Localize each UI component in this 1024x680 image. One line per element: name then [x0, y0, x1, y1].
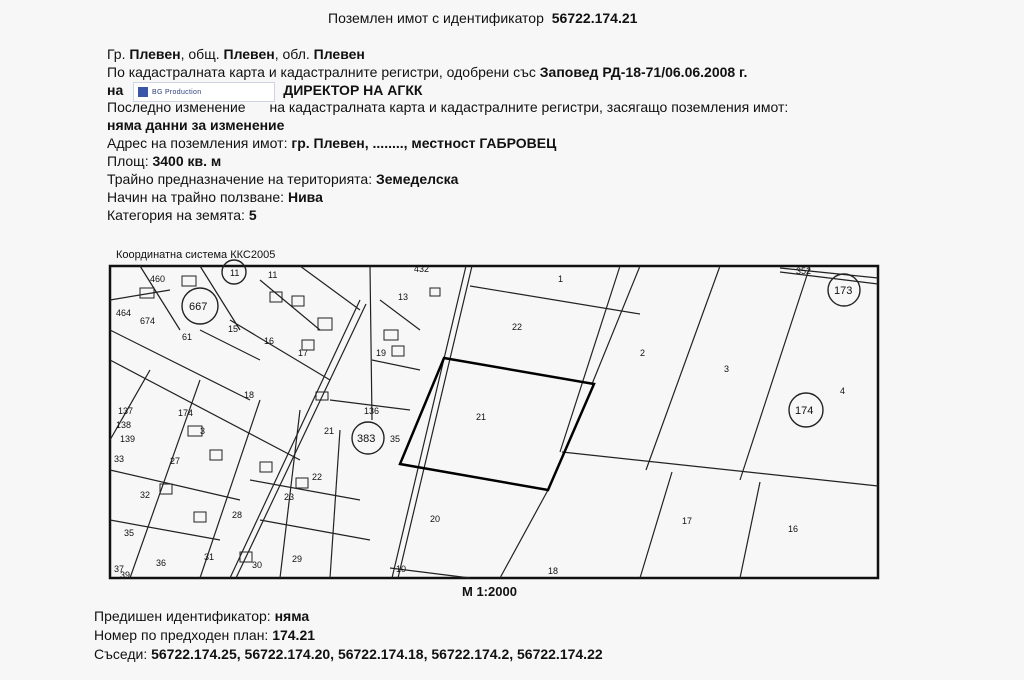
parcel-label-674: 674: [140, 316, 156, 326]
parcel-label-15: 15: [228, 324, 239, 334]
parcel-label-33: 33: [114, 454, 125, 464]
parcel-label-139: 139: [120, 434, 136, 444]
parcel-label-11: 11: [268, 270, 278, 280]
parcel-label-22-left: 22: [312, 472, 323, 482]
category-line: Категория на земята: 5: [107, 207, 257, 223]
parcel-label-13: 13: [398, 292, 409, 302]
previous-plan-number-line: Номер по предходен план: 174.21: [94, 627, 316, 643]
parcel-label-460: 460: [150, 274, 166, 284]
buildings: [140, 276, 440, 562]
parcel-label-18-left: 18: [244, 390, 255, 400]
watermark-text: BG Production: [152, 88, 202, 96]
circle-label-174: 174: [795, 405, 814, 417]
parcel-label-16: 16: [788, 524, 799, 534]
parcel-label-138: 138: [116, 420, 132, 430]
parcel-boundaries: [110, 266, 878, 578]
parcel-label-30: 30: [252, 560, 263, 570]
parcel-label-11-circle: 11: [230, 268, 240, 278]
parcel-label-10: 10: [396, 564, 407, 574]
parcel-label-23: 23: [284, 492, 295, 502]
parcel-label-20: 20: [430, 514, 441, 524]
parcel-label-36: 36: [156, 558, 167, 568]
address-line: Адрес на поземления имот: гр. Плевен, ........, местност ГАБРОВЕЦ: [107, 135, 557, 151]
parcel-label-2: 2: [640, 348, 646, 358]
parcel-label-174-left: 174: [178, 408, 194, 418]
last-change-line: Последно изменение на кадастралната карта и кадастралните регистри, засягащо поземления имот:: [107, 99, 789, 115]
usage-line: Начин на трайно ползване: Нива: [107, 189, 323, 205]
approval-line: По кадастралната карта и кадастралните регистри, одобрени със Заповед РД-18-71/06.06.2008 г.: [107, 64, 748, 80]
parcel-label-35: 35: [124, 528, 135, 538]
circle-label-383: 383: [357, 433, 376, 445]
parcel-label-21-left: 21: [324, 426, 335, 436]
map-frame: [110, 266, 878, 578]
map-scale: М 1:2000: [462, 584, 517, 599]
neighbours-line: Съседи: 56722.174.25, 56722.174.20, 56722.174.18, 56722.174.2, 56722.174.22: [94, 646, 603, 662]
parcel-label-37: 37: [114, 564, 125, 574]
issuer-line: на ДИРЕКТОР НА АГКК: [107, 82, 423, 98]
parcel-label-21: 21: [476, 412, 487, 422]
parcel-label-32: 32: [140, 490, 151, 500]
parcel-label-17-left: 17: [298, 348, 309, 358]
parcel-label-432: 432: [414, 264, 430, 274]
parcel-label-4: 4: [840, 386, 846, 396]
parcel-label-16-left: 16: [264, 336, 275, 346]
purpose-line: Трайно предназначение на територията: Земеделска: [107, 171, 459, 187]
parcel-label-19: 19: [376, 348, 387, 358]
parcel-label-29: 29: [292, 554, 303, 564]
previous-identifier-line: Предишен идентификатор: няма: [94, 608, 310, 624]
parcel-label-28: 28: [232, 510, 243, 520]
coordinate-system: Координатна система ККС2005: [116, 249, 276, 261]
parcel-label-31: 31: [204, 552, 215, 562]
parcel-label-61: 61: [182, 332, 193, 342]
parcel-label-39: 39: [120, 570, 131, 580]
parcel-label-352: 352: [796, 266, 812, 276]
parcel-label-27: 27: [170, 456, 181, 466]
title-prefix: Поземлен имот с идентификатор: [328, 10, 544, 26]
parcel-label-137: 137: [118, 406, 134, 416]
parcel-label-464: 464: [116, 308, 132, 318]
parcel-label-3-left: 3: [200, 426, 206, 436]
circle-label-667: 667: [189, 301, 208, 313]
parcel-label-1: 1: [558, 274, 564, 284]
circle-label-173: 173: [834, 285, 853, 297]
area-line: Площ: 3400 кв. м: [107, 153, 222, 169]
parcel-label-136: 136: [364, 406, 380, 416]
parcel-label-22: 22: [512, 322, 523, 332]
property-identifier: 56722.174.21: [551, 10, 638, 26]
parcel-label-17: 17: [682, 516, 693, 526]
location-line: Гр. Плевен, общ. Плевен, обл. Плевен: [107, 46, 365, 62]
parcel-label-35-right: 35: [390, 434, 401, 444]
parcel-label-18: 18: [548, 566, 559, 576]
parcel-label-3: 3: [724, 364, 730, 374]
change-status: няма данни за изменение: [107, 117, 285, 133]
